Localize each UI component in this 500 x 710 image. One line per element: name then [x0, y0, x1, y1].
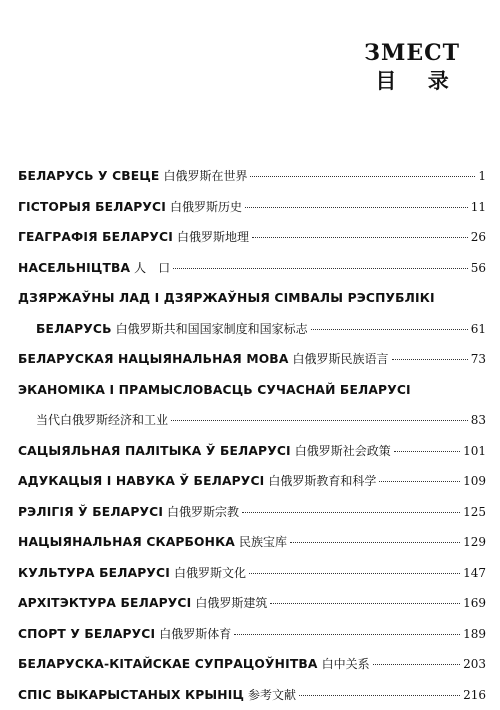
- toc-entry-page-number: 73: [471, 344, 486, 375]
- toc-entry-title-chinese: 参考文献: [248, 680, 296, 710]
- toc-entry-page-number: 169: [463, 588, 486, 619]
- toc-entry: [18, 405, 486, 436]
- toc-entry: [18, 497, 486, 528]
- toc-entry-page-number: 56: [471, 253, 486, 284]
- dot-leader: [250, 176, 475, 177]
- toc-entry-title-chinese: 白俄罗斯教育和科学: [268, 466, 376, 497]
- toc-entry: [18, 649, 486, 680]
- dot-leader: [234, 634, 460, 635]
- toc-entry-title-belarusian: ГІСТОРЫЯ БЕЛАРУСІ: [18, 192, 166, 223]
- toc-entry-page-number: 216: [463, 680, 486, 710]
- toc-entry-title-belarusian: САЦЫЯЛЬНАЯ ПАЛІТЫКА Ў БЕЛАРУСІ: [18, 436, 291, 467]
- toc-entry-title-chinese: 白俄罗斯体育: [159, 619, 231, 650]
- toc-entry-page-number: 11: [471, 192, 486, 223]
- toc-entry-title-belarusian: ДЗЯРЖАЎНЫ ЛАД І ДЗЯРЖАЎНЫЯ СІМВАЛЫ РЭСПУБЛІКІ: [18, 283, 435, 314]
- toc-entry-title-belarusian: НАСЕЛЬНІЦТВА: [18, 253, 130, 284]
- toc-entry-title-belarusian: БЕЛАРУСКАЯ НАЦЫЯНАЛЬНАЯ МОВА: [18, 344, 289, 375]
- toc-entry: [18, 192, 486, 223]
- dot-leader: [311, 329, 468, 330]
- toc-entry-title-chinese: 白俄罗斯宗教: [167, 497, 239, 528]
- toc-entry-title-belarusian: КУЛЬТУРА БЕЛАРУСІ: [18, 558, 170, 589]
- toc-entry: [18, 283, 486, 314]
- toc-entry-page-number: 101: [463, 436, 486, 467]
- toc-entry-title-chinese: 白俄罗斯文化: [174, 558, 246, 589]
- toc-entry-title-belarusian: БЕЛАРУСКА-КІТАЙСКАЕ СУПРАЦОЎНІТВА: [18, 649, 318, 680]
- toc-entry: [18, 375, 486, 406]
- toc-entry-title-belarusian: ГЕАГРАФІЯ БЕЛАРУСІ: [18, 222, 173, 253]
- toc-entry-title-belarusian: РЭЛІГІЯ Ў БЕЛАРУСІ: [18, 497, 163, 528]
- toc-entry-title-chinese: 人 口: [134, 253, 170, 284]
- toc-entry-title-belarusian: БЕЛАРУСЬ У СВЕЦЕ: [18, 161, 159, 192]
- toc-entry-title-chinese: 白俄罗斯共和国国家制度和国家标志: [116, 314, 308, 345]
- toc-entry-page-number: 1: [478, 161, 486, 192]
- toc-entry-page-number: 109: [463, 466, 486, 497]
- toc-entry: [18, 314, 486, 345]
- toc-entry-title-belarusian: СПІС ВЫКАРЫСТАНЫХ КРЫНІЦ: [18, 680, 244, 710]
- contents-title-block: [364, 40, 460, 96]
- toc-entry-title-chinese: 白俄罗斯建筑: [195, 588, 267, 619]
- toc-entry-page-number: 83: [471, 405, 486, 436]
- toc-entry-title-belarusian: АРХІТЭКТУРА БЕЛАРУСІ: [18, 588, 191, 619]
- dot-leader: [249, 573, 460, 574]
- dot-leader: [245, 207, 468, 208]
- dot-leader: [290, 542, 460, 543]
- toc-entry-title-chinese: 白俄罗斯社会政策: [295, 436, 391, 467]
- dot-leader: [392, 359, 468, 360]
- toc-entry: [18, 253, 486, 284]
- toc-entry-title-chinese: 当代白俄罗斯经济和工业: [36, 405, 168, 436]
- toc-entry-title-belarusian: БЕЛАРУСЬ: [36, 314, 112, 345]
- toc-entry-title-chinese: 白俄罗斯在世界: [163, 161, 247, 192]
- toc-entry-title-chinese: 白俄罗斯地理: [177, 222, 249, 253]
- dot-leader: [299, 695, 460, 696]
- toc-entry-title-chinese: 白中关系: [322, 649, 370, 680]
- dot-leader: [270, 603, 460, 604]
- toc-entry: [18, 222, 486, 253]
- dot-leader: [242, 512, 460, 513]
- dot-leader: [173, 268, 468, 269]
- dot-leader: [171, 420, 468, 421]
- dot-leader: [379, 481, 460, 482]
- toc-entry: [18, 436, 486, 467]
- toc-entry-title-belarusian: ЭКАНОМІКА І ПРАМЫСЛОВАСЦЬ СУЧАСНАЙ БЕЛАРУСІ: [18, 375, 411, 406]
- toc-entry: [18, 619, 486, 650]
- toc-entry-page-number: 147: [463, 558, 486, 589]
- toc-entry-title-belarusian: СПОРТ У БЕЛАРУСІ: [18, 619, 155, 650]
- dot-leader: [252, 237, 468, 238]
- toc-entry-title-belarusian: АДУКАЦЫЯ І НАВУКА Ў БЕЛАРУСІ: [18, 466, 264, 497]
- toc-entry: [18, 466, 486, 497]
- toc-entry-page-number: 129: [463, 527, 486, 558]
- toc-entry: [18, 588, 486, 619]
- dot-leader: [373, 664, 461, 665]
- contents-title-chinese: 目 录: [364, 66, 472, 96]
- toc-entry-page-number: 26: [471, 222, 486, 253]
- toc-entry-title-chinese: 白俄罗斯历史: [170, 192, 242, 223]
- contents-title-belarusian: ЗМЕСТ: [364, 40, 460, 66]
- toc-entry: [18, 527, 486, 558]
- toc-entry: [18, 344, 486, 375]
- toc-entry-title-chinese: 白俄罗斯民族语言: [293, 344, 389, 375]
- toc-entry-page-number: 125: [463, 497, 486, 528]
- toc-entry: [18, 558, 486, 589]
- toc-entry-page-number: 203: [463, 649, 486, 680]
- table-of-contents: [18, 161, 486, 710]
- toc-entry-title-belarusian: НАЦЫЯНАЛЬНАЯ СКАРБОНКА: [18, 527, 235, 558]
- dot-leader: [394, 451, 460, 452]
- toc-entry-title-chinese: 民族宝库: [239, 527, 287, 558]
- toc-entry: [18, 680, 486, 710]
- toc-entry-page-number: 189: [463, 619, 486, 650]
- toc-entry: [18, 161, 486, 192]
- toc-entry-page-number: 61: [471, 314, 486, 345]
